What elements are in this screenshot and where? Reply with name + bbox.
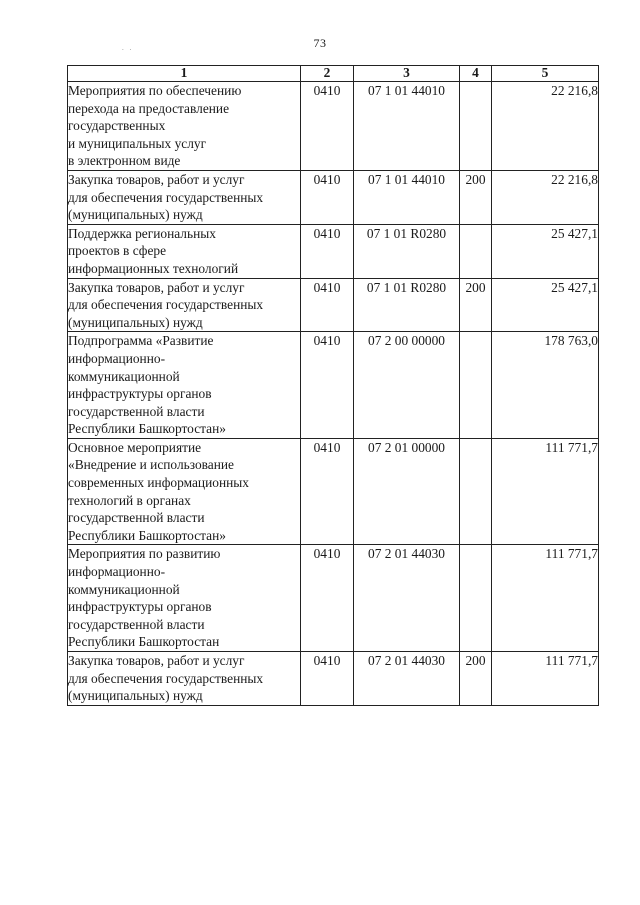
header-col-4: 4 [460, 66, 492, 82]
row-expense-type: 200 [460, 652, 492, 706]
row-amount: 111 771,7 [492, 545, 599, 652]
row-section: 0410 [301, 652, 354, 706]
scan-mark: . . [122, 44, 134, 52]
row-amount: 22 216,8 [492, 170, 599, 224]
row-target: 07 1 01 R0280 [354, 278, 460, 332]
table-row [68, 278, 599, 332]
row-name: Закупка товаров, работ и услуг для обеспечения государственных (муниципальных) нужд [68, 278, 301, 332]
table-row [68, 652, 599, 706]
table-row [68, 82, 599, 171]
header-col-2: 2 [301, 66, 354, 82]
table-row [68, 332, 599, 439]
row-amount: 111 771,7 [492, 438, 599, 545]
row-amount: 22 216,8 [492, 82, 599, 171]
row-target: 07 2 00 00000 [354, 332, 460, 439]
row-target: 07 2 01 00000 [354, 438, 460, 545]
row-target: 07 1 01 R0280 [354, 224, 460, 278]
row-target: 07 1 01 44010 [354, 82, 460, 171]
row-expense-type [460, 82, 492, 171]
row-section: 0410 [301, 224, 354, 278]
row-name: Поддержка региональных проектов в сфере информационных технологий [68, 224, 301, 278]
row-expense-type: 200 [460, 278, 492, 332]
row-name: Мероприятия по обеспечению перехода на предоставление государственных и муниципальных услуг в электронном виде [68, 82, 301, 171]
row-name: Закупка товаров, работ и услуг для обеспечения государственных (муниципальных) нужд [68, 170, 301, 224]
row-target: 07 2 01 44030 [354, 652, 460, 706]
row-name: Основное мероприятие «Внедрение и использование современных информационных технологий в органах государственной власти Республики Башкортостан» [68, 438, 301, 545]
row-amount: 25 427,1 [492, 224, 599, 278]
page-number: 73 [313, 36, 327, 50]
row-section: 0410 [301, 170, 354, 224]
budget-table [67, 65, 599, 706]
row-name: Закупка товаров, работ и услуг для обеспечения государственных (муниципальных) нужд [68, 652, 301, 706]
row-target: 07 1 01 44010 [354, 170, 460, 224]
header-col-1: 1 [68, 66, 301, 82]
table-row [68, 224, 599, 278]
row-amount: 111 771,7 [492, 652, 599, 706]
row-name: Мероприятия по развитию информационно- коммуникационной инфраструктуры органов государственной власти Республики Башкортостан [68, 545, 301, 652]
row-amount: 25 427,1 [492, 278, 599, 332]
row-expense-type [460, 332, 492, 439]
header-col-3: 3 [354, 66, 460, 82]
row-name: Подпрограмма «Развитие информационно- коммуникационной инфраструктуры органов государственной власти Республики Башкортостан» [68, 332, 301, 439]
row-section: 0410 [301, 332, 354, 439]
header-col-5: 5 [492, 66, 599, 82]
row-expense-type [460, 545, 492, 652]
header-row [68, 66, 599, 82]
row-target: 07 2 01 44030 [354, 545, 460, 652]
table-row [68, 438, 599, 545]
table-row [68, 170, 599, 224]
row-expense-type [460, 438, 492, 545]
table-row [68, 545, 599, 652]
row-expense-type: 200 [460, 170, 492, 224]
row-amount: 178 763,0 [492, 332, 599, 439]
row-section: 0410 [301, 438, 354, 545]
row-section: 0410 [301, 82, 354, 171]
row-expense-type [460, 224, 492, 278]
row-section: 0410 [301, 545, 354, 652]
row-section: 0410 [301, 278, 354, 332]
